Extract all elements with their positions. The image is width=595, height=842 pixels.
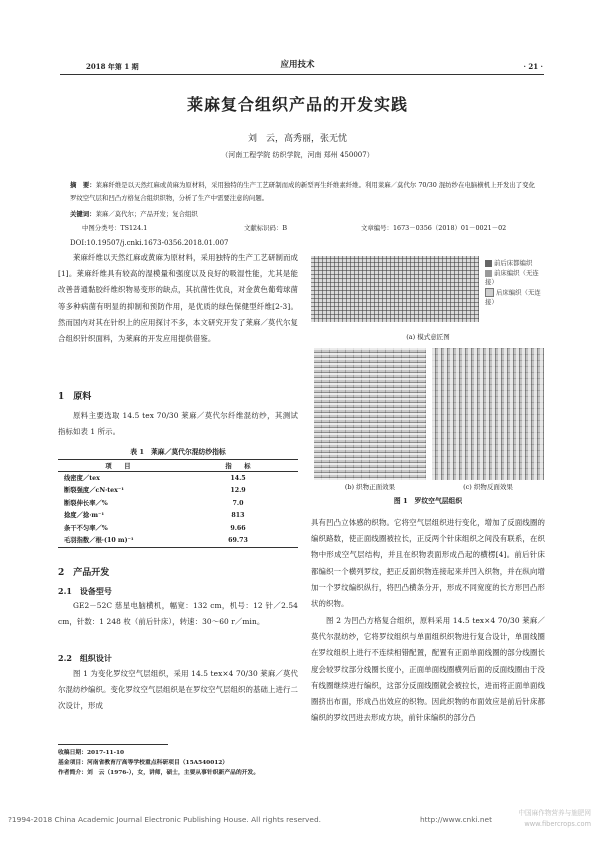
legend-label-back: 后床编织（无连接） — [485, 288, 541, 306]
right-column-paragraph-1 — [311, 515, 545, 612]
section-1-text: 原料主要选取 14.5 tex 70/30 莱麻／莫代尔纤维混纺纱，其测试指标如表 1 所示。 — [58, 411, 298, 437]
right-column-paragraph-2 — [311, 613, 545, 726]
copyright-notice: ?1994-2018 China Academic Journal Electronic Publishing House. All rights reserved. — [8, 815, 322, 824]
table-1-value-cell: 14.5 — [230, 474, 246, 482]
figure-1b-label: (b) 织物正面效果 — [344, 483, 396, 491]
figure-1a-pattern-image — [311, 256, 479, 322]
legend-label-front: 前床编织（无连接） — [485, 269, 539, 286]
right-column-text-1: 具有凹凸立体感的织物。它将空气层组织进行变化，增加了反面线圈的编织路数，使正面线圈被拉长，正反两个针床组织之间没有联系，在织物中形成空气层结构，并且在织物表面形成凸起的横楞[4]。前后针床都编织一个横列罗纹，把正反面织物连接起来并凹入织物，并在纵向增加一个罗纹编织纵行，将凹凸横条分开，形成不同宽度的长方形凹凸形状的织物。 — [311, 518, 545, 609]
legend-swatch-both — [485, 260, 492, 267]
table-1-item-cell: 线密度／tex — [64, 474, 100, 482]
header-page-number: · 21 · — [523, 62, 543, 71]
footnote-rule — [58, 744, 168, 745]
table-row — [58, 535, 298, 548]
figure-1-caption: 图 1 罗纹空气层组织 — [393, 497, 463, 505]
legend-swatch-back — [485, 288, 494, 297]
table-row — [58, 472, 298, 485]
document-code: 文献标识码：B — [244, 224, 288, 232]
table-1-value-cell: 7.0 — [232, 499, 244, 507]
table-1-item-cell: 条干不匀率／% — [64, 524, 108, 532]
table-row — [58, 522, 298, 535]
legend-item-back-bed — [485, 288, 545, 307]
table-1 — [58, 459, 298, 548]
authors: 刘 云，高秀丽，张无忧 — [247, 134, 347, 144]
section-1-heading: 1 原料 — [58, 392, 92, 402]
abstract-label: 摘 要： — [70, 181, 96, 189]
keywords-text: 莱麻／莫代尔；产品开发；复合组织 — [95, 210, 198, 218]
table-row — [58, 510, 298, 523]
subsection-2-2-paragraph — [58, 666, 298, 715]
cnki-link[interactable]: http://www.cnki.net — [420, 815, 493, 824]
table-1-value-cell: 9.66 — [230, 524, 246, 532]
table-1-value-cell: 12.9 — [230, 487, 246, 494]
table-1-item-cell: 捻度／捻·m⁻¹ — [64, 512, 105, 519]
intro-paragraph — [58, 250, 298, 347]
doi: DOI:10.19507/j.cnki.1673-0356.2018.01.007 — [70, 239, 229, 247]
legend-label-both: 前后床都编织 — [494, 259, 533, 267]
subsection-2-1-heading: 2.1 设备型号 — [58, 586, 112, 596]
table-row — [58, 497, 298, 510]
table-1-value-cell: 813 — [231, 512, 245, 519]
subsection-2-1-paragraph — [58, 598, 298, 630]
keywords — [70, 209, 535, 219]
legend-swatch-front — [485, 270, 492, 277]
figure-1a-label: (a) 模式意匠图 — [406, 333, 450, 341]
table-1-caption: 表 1 莱麻／莫代尔混纺纱指标 — [130, 448, 226, 456]
table-1-header-cell: 项 目 — [58, 460, 178, 472]
section-2-heading: 2 产品开发 — [58, 568, 110, 578]
subsection-2-1-text: GE2－52C 慈星电脑横机，幅宽：132 cm，机号：12 针／2.54 cm，针数：1 248 枚（前后针床），转速：30～60 r／min。 — [58, 601, 298, 627]
table-1-grid — [58, 459, 298, 548]
abstract-text: 莱麻纤维是以天然红麻或黄麻为原材料，采用独特的生产工艺研制而成的新型再生纤维素纤维。利用莱麻／莫代尔 70/30 混纺纱在电脑横机上开发出了变化罗纹空气层和凹凸方格复合组织织物，分析了生产中需要注意的问题。 — [70, 181, 535, 202]
table-1-header-cell: 指 标 — [178, 460, 298, 472]
keywords-label: 关键词： — [70, 210, 96, 218]
section-1-paragraph — [58, 408, 298, 440]
table-row — [58, 485, 298, 498]
header-rule — [60, 74, 544, 75]
figure-1c-label: (c) 织物反面效果 — [463, 483, 513, 491]
legend-item-both-beds — [485, 259, 545, 268]
right-column-text-2: 图 2 为凹凸方格复合组织，原料采用 14.5 tex×4 70/30 莱麻／莫代尔混纺纱，它将罗纹组织与单面组织织物进行复合设计，单面线圈在罗纹组织上进行不连续相错配置，配置有正面单面线圈的部分线圈长度会较罗纹部分线圈长度小，正面单面线圈横列后面的反面线圈由于没有线圈继续进行编织，这部分反面线圈就会被拉长，进而将正面单面线圈挤出布面，形成凸出效应的织物。因此织物的布面效应是前后针床都编织的罗纹凹进去形成方块，前针床编织的部分凸 — [311, 616, 545, 723]
clc-number: 中图分类号：TS124.1 — [82, 224, 148, 232]
footnote-author: 作者简介：刘 云（1976-），女，讲师，硕士，主要从事针织新产品的开发。 — [58, 770, 260, 776]
table-1-item-cell: 断裂强度／cN·tex⁻¹ — [64, 487, 125, 494]
article-number: 文章编号：1673－0356（2018）01－0021－02 — [361, 224, 507, 232]
legend-item-front-bed — [485, 269, 545, 287]
table-1-header-row — [58, 460, 298, 472]
table-1-item-cell: 断裂伸长率／% — [64, 499, 108, 507]
footnote-fund: 基金项目：河南省教育厅高等学校重点科研项目（15A540012） — [58, 760, 229, 766]
header-issue: 2018 年第 1 期 — [86, 62, 139, 71]
subsection-2-2-text: 图 1 为变化罗纹空气层组织，采用 14.5 tex×4 70/30 莱麻／莫代尔混纺纱编织。变化罗纹空气层组织是在罗纹空气层组织的基础上进行二次设计，形成 — [58, 669, 298, 711]
figure-1b-fabric-front-image — [314, 348, 426, 480]
intro-text: 莱麻纤维以天然红麻或黄麻为原材料，采用独特的生产工艺研制而成[1]。莱麻纤维具有较高的湿模量和强度以及良好的吸湿性能，尤其是能改善普通黏胶纤维织物易变形的缺点，其抗菌性优良，对金黄色葡萄球菌等多种病菌有明显的抑制和预防作用，是优质的绿色保健型纤维[2-3]。然而国内对其在针织上的应用探讨不多，本文研究开发了莱麻／莫代尔复合组织针织面料，为莱麻的开发应用提供借鉴。 — [58, 253, 298, 344]
figure-1c-fabric-back-image — [432, 348, 544, 480]
footnotes — [58, 748, 303, 778]
subsection-2-2-heading: 2.2 组织设计 — [58, 653, 112, 663]
watermark: 中国麻作物营养与施肥网 www.fibercrops.com — [518, 809, 591, 828]
table-1-item-cell: 毛羽指数／根·(10 m)⁻¹ — [64, 537, 134, 544]
header-column: 应用技术 — [280, 60, 315, 70]
abstract — [70, 179, 535, 204]
table-1-value-cell: 69.73 — [228, 537, 248, 544]
figure-1-legend — [485, 259, 545, 307]
article-title: 莱麻复合组织产品的开发实践 — [186, 95, 408, 114]
affiliation: （河南工程学院 纺织学院，河南 郑州 450007） — [221, 151, 374, 159]
footnote-received: 收稿日期：2017-11-10 — [58, 750, 125, 756]
